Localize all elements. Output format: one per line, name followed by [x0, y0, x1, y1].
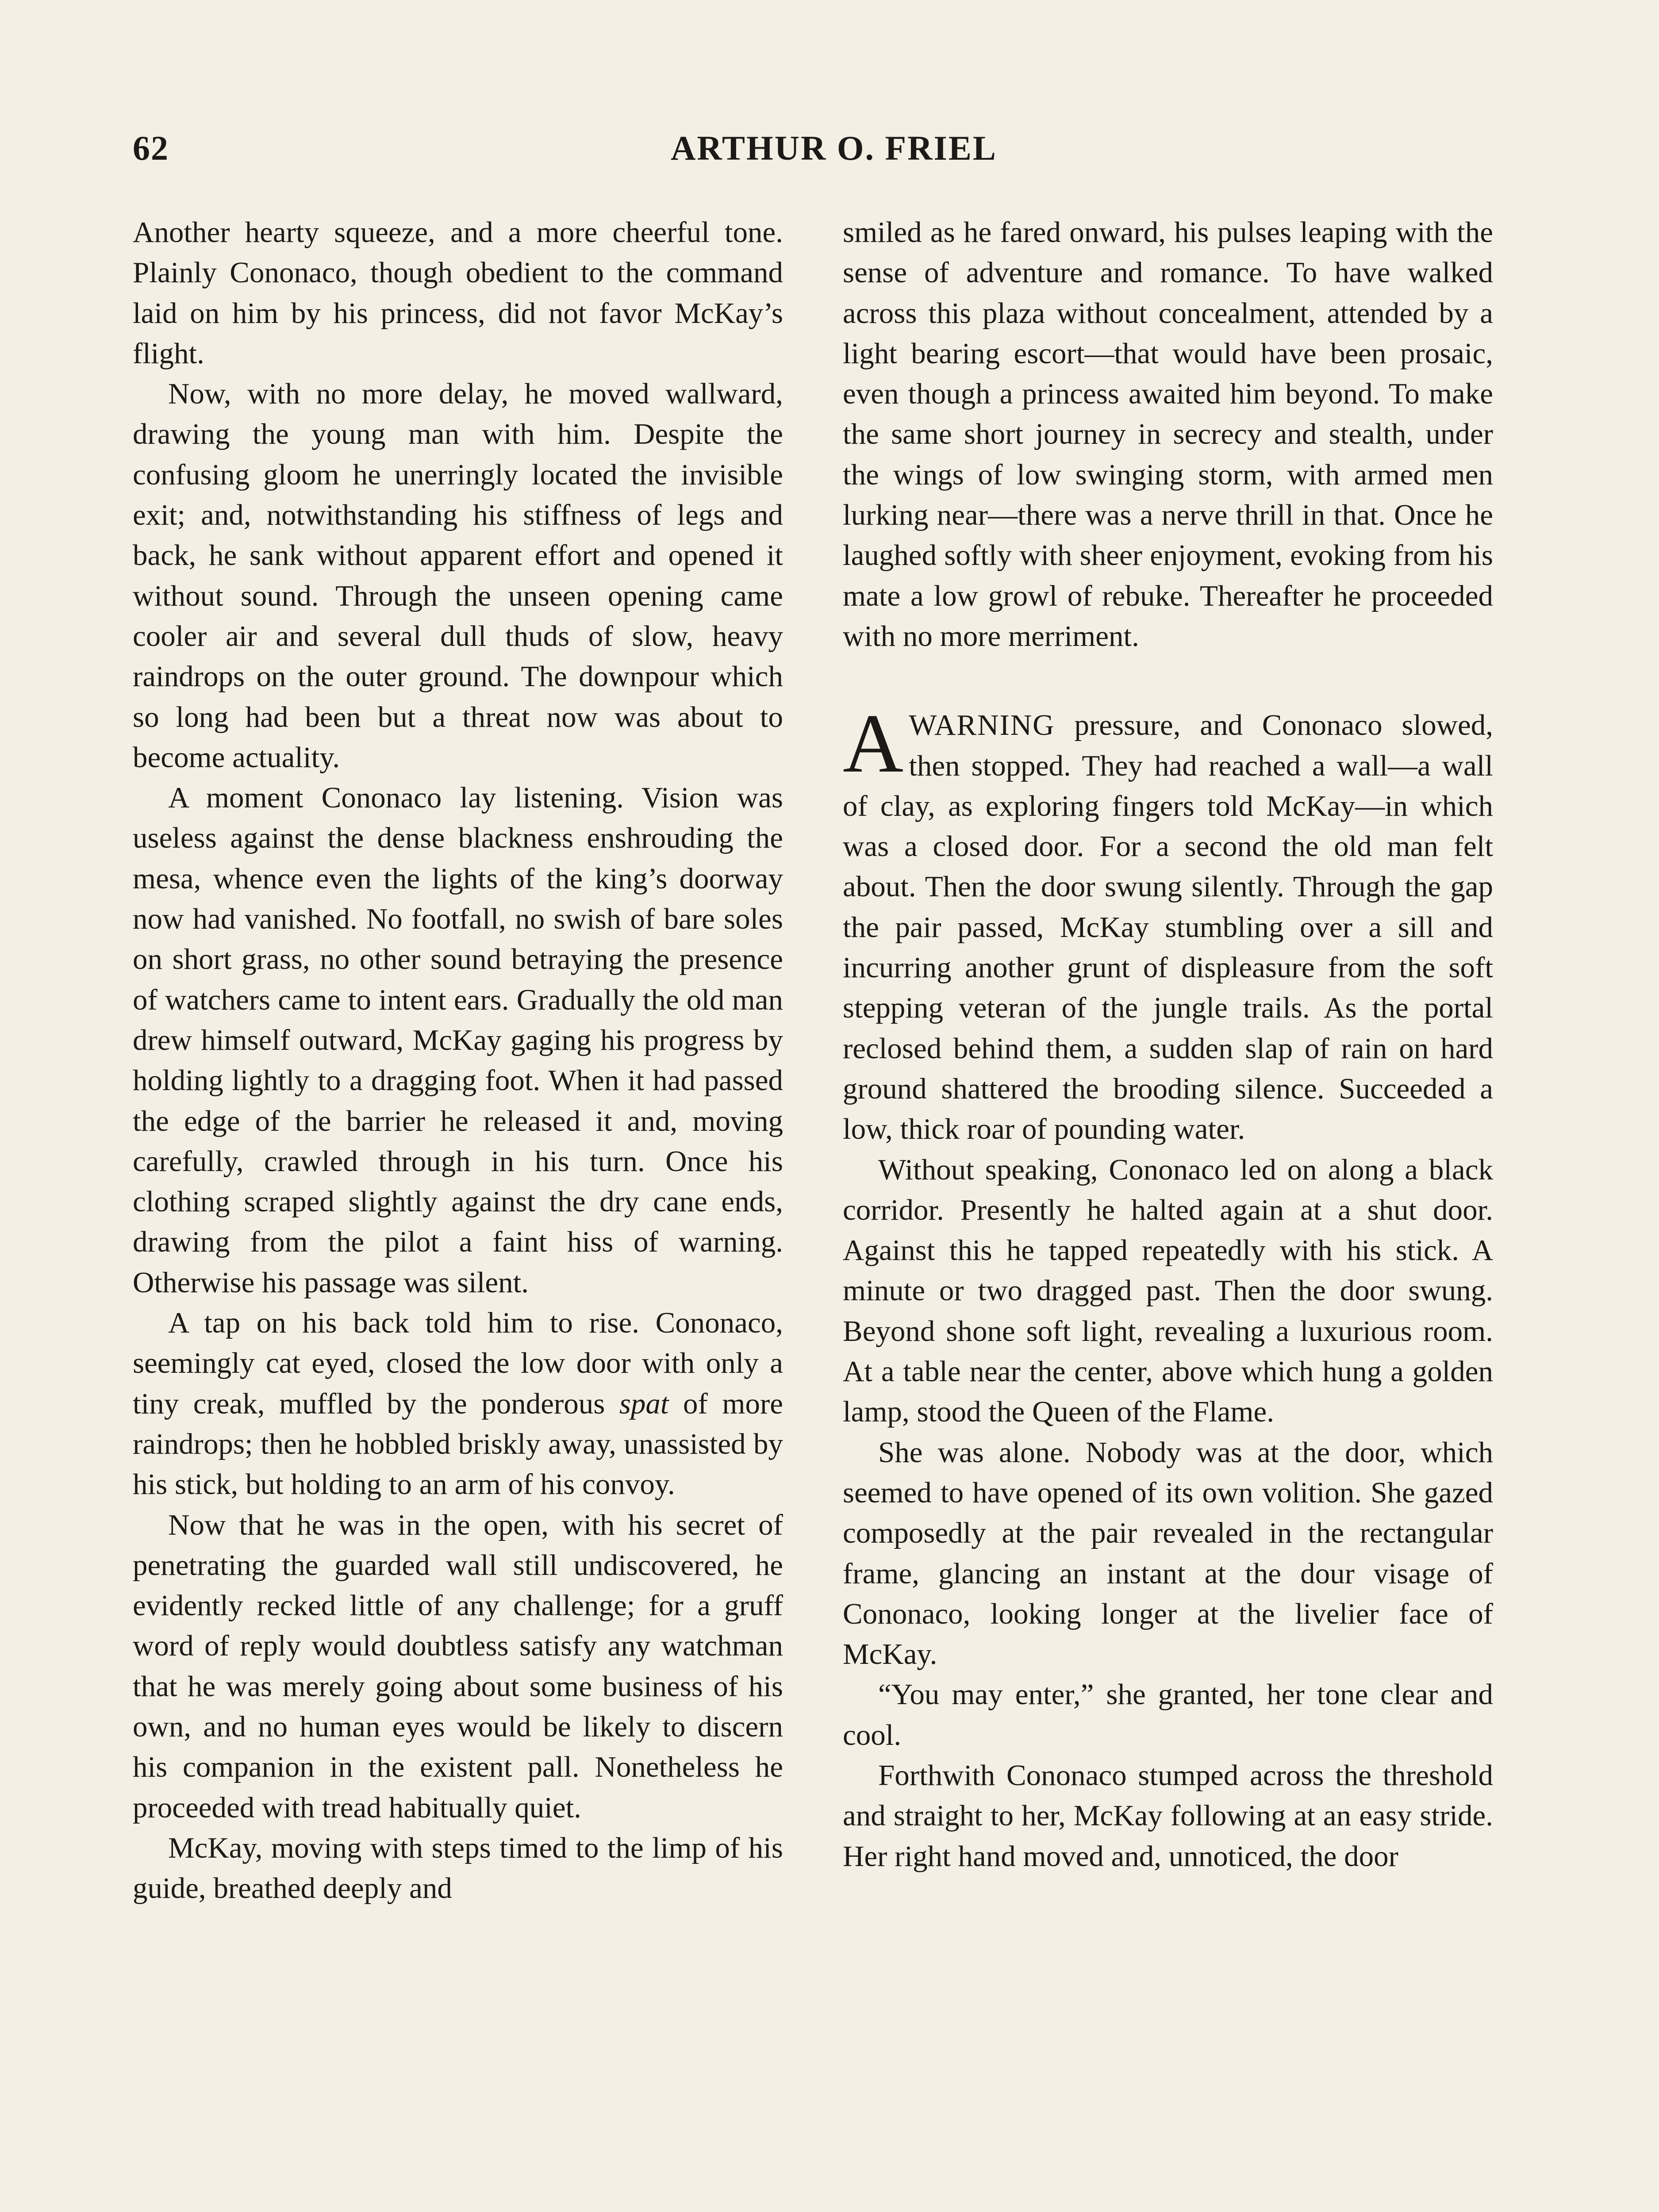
paragraph: smiled as he fared onward, his pulses leaping with the sense of adventure and romance. To have walked across this plaza without concealment, attended by a light bearing escort—that would have been prosaic, even though a princess awaited him beyond. To make the same short journey in secrecy and stealth, under the wings of low swinging storm, with armed men lurking near—there was a nerve thrill in that. Once he laughed softly with sheer enjoyment, evoking from his mate a low growl of rebuke. Thereafter he proceeded with no more merriment.	[843, 216, 1493, 653]
page-number: 62	[133, 129, 169, 167]
paragraph: Now, with no more delay, he moved wallward, drawing the young man with him. Despite the confusing gloom he unerringly located the invisible exit; and, notwithstanding his stiffness of legs and back, he sank without apparent effort and opened it without sound. Through the unseen opening came cooler air and several dull thuds of slow, heavy raindrops on the outer ground. The downpour which so long had been but a threat now was about to become actuality.	[133, 377, 783, 774]
paragraph-text: pressure, and Cononaco slowed, then stopped. They had reached a wall—a wall of clay, as exploring fingers told McKay—in which was a closed door. For a second the old man felt about. Then the door swung silently. Through the gap the pair passed, McKay stumbling over a sill and incurring another grunt of displeasure from the soft stepping veteran of the jungle trails. As the portal reclosed behind them, a sudden slap of rain on hard ground shattered the brooding silence. Succeeded a low, thick roar of pounding water.	[843, 709, 1493, 1146]
section-opening-paragraph	[843, 697, 1493, 1149]
right-column	[843, 212, 1493, 1877]
paragraph: Forthwith Cononaco stumped across the threshold and straight to her, McKay following at an easy stride. Her right hand moved and, unnoticed, the door	[843, 1759, 1493, 1873]
paragraph	[133, 1303, 783, 1505]
drop-cap: A	[843, 697, 904, 791]
running-head: ARTHUR O. FRIEL	[671, 129, 997, 167]
paragraph: She was alone. Nobody was at the door, which seemed to have opened of its own volition. She gazed composedly at the pair revealed in the rectangular frame, glancing an instant at the dour visage of Cononaco, looking longer at the livelier face of McKay.	[843, 1436, 1493, 1671]
left-column	[133, 212, 783, 1909]
paragraph: Without speaking, Cononaco led on along a black corridor. Presently he halted again at a shut door. Against this he tapped repeatedly with his stick. A minute or two dragged past. Then the door swung. Beyond shone soft light, revealing a luxurious room. At a table near the center, above which hung a golden lamp, stood the Queen of the Flame.	[843, 1153, 1493, 1429]
paragraph-text: A tap on his back told him to rise. Cononaco, seemingly cat eyed, closed the low door with only a tiny creak, muffled by the ponderous	[133, 1306, 783, 1420]
paragraph: “You may enter,” she granted, her tone clear and cool.	[843, 1678, 1493, 1751]
paragraph: Another hearty squeeze, and a more cheerful tone. Plainly Cononaco, though obedient to the command laid on him by his princess, did not favor McKay’s flight.	[133, 216, 783, 370]
paragraph-text: of more raindrops; then he hobbled briskly away, unassisted by his stick, but holding to an arm of his convoy.	[133, 1387, 783, 1501]
paragraph: Now that he was in the open, with his secret of penetrating the guarded wall still undiscovered, he evidently recked little of any challenge; for a gruff word of reply would doubtless satisfy any watchman that he was merely going about some business of his own, and no human eyes would be likely to discern his companion in the existent pall. Nonetheless he proceeded with tread habitually quiet.	[133, 1508, 783, 1824]
italic-word: spat	[619, 1387, 669, 1420]
paragraph: McKay, moving with steps timed to the limp of his guide, breathed deeply and	[133, 1831, 783, 1905]
section-caps-word: WARNING	[909, 709, 1055, 742]
paragraph: A moment Cononaco lay listening. Vision was useless against the dense blackness enshrouding the mesa, whence even the lights of the king’s doorway now had vanished. No footfall, no swish of bare soles on short grass, no other sound betraying the presence of watchers came to intent ears. Gradually the old man drew himself outward, McKay gaging his progress by holding lightly to a dragging foot. When it had passed the edge of the barrier he released it and, moving carefully, crawled through in his turn. Once his clothing scraped slightly against the dry cane ends, drawing from the pilot a faint hiss of warning. Otherwise his passage was silent.	[133, 781, 783, 1299]
page-header	[133, 128, 1535, 186]
